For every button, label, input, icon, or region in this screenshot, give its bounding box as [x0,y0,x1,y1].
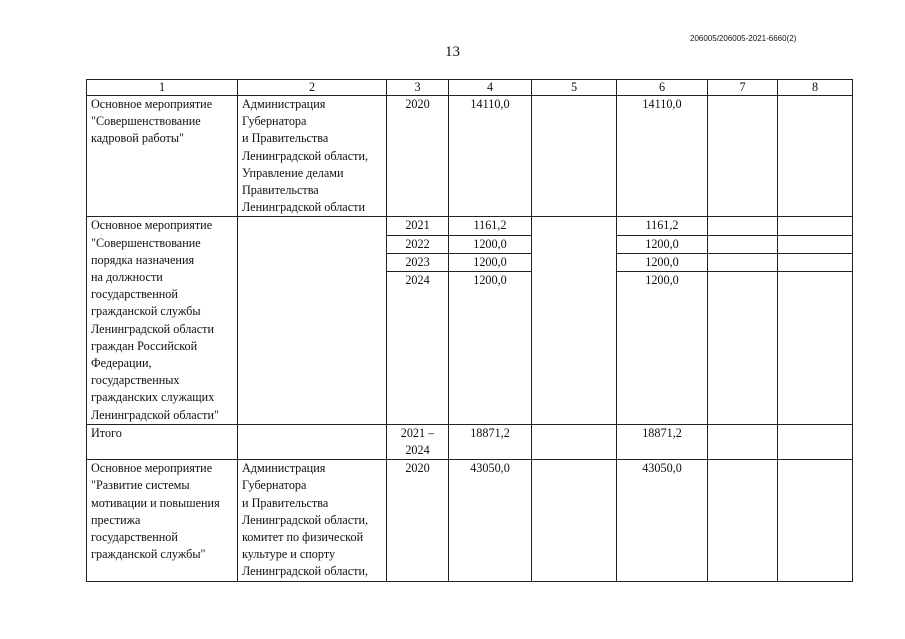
empty-cell [238,424,387,459]
empty-cell [532,217,617,424]
amount-cell: 1200,0 [449,235,532,253]
column-number: 2 [238,80,387,96]
amount-cell: 18871,2 [449,424,532,459]
amount-cell: 14110,0 [449,96,532,217]
column-number: 7 [708,80,778,96]
empty-cell [532,96,617,217]
empty-cell [708,217,778,235]
table-row [87,96,853,217]
amount-cell: 1200,0 [617,235,708,253]
page-number: 13 [445,44,460,60]
empty-cell [778,460,853,581]
empty-cell [708,96,778,217]
year-range-cell: 2021 – 2024 [387,424,449,459]
executor-cell [238,217,387,424]
column-number: 3 [387,80,449,96]
measure-cell: Основное мероприятие "Развитие системы мотивации и повышения престижа государственной гражданской службы" [87,460,238,581]
amount-cell: 43050,0 [617,460,708,581]
total-label: Итого [87,424,238,459]
empty-cell [778,272,853,425]
measure-cell: Основное мероприятие "Совершенствование порядка назначения на должности государственной гражданской службы Ленинградской области граждан Российской Федерации, государственных гражданских служащих Ленинградской области" [87,217,238,424]
year-cell: 2020 [387,460,449,581]
empty-cell [532,424,617,459]
year-cell: 2022 [387,235,449,253]
program-table [86,79,853,582]
table-row [87,460,853,581]
empty-cell [778,235,853,253]
year-cell: 2023 [387,253,449,271]
empty-cell [708,235,778,253]
amount-cell: 1200,0 [449,253,532,271]
empty-cell [778,424,853,459]
executor-cell: Администрация Губернатора и Правительства Ленинградской области, Управление делами Правительства Ленинградской области [238,96,387,217]
amount-cell: 1161,2 [449,217,532,235]
amount-cell: 1200,0 [449,272,532,425]
column-number: 4 [449,80,532,96]
total-row [87,424,853,459]
column-number: 8 [778,80,853,96]
year-cell: 2020 [387,96,449,217]
amount-cell: 14110,0 [617,96,708,217]
executor-cell: Администрация Губернатора и Правительства Ленинградской области, комитет по физической культуре и спорту Ленинградской области, [238,460,387,581]
column-number: 6 [617,80,708,96]
empty-cell [708,272,778,425]
amount-cell: 1200,0 [617,272,708,425]
year-cell: 2024 [387,272,449,425]
empty-cell [708,253,778,271]
empty-cell [532,460,617,581]
empty-cell [708,424,778,459]
amount-cell: 43050,0 [449,460,532,581]
empty-cell [778,217,853,235]
amount-cell: 1200,0 [617,253,708,271]
column-number-row [87,80,853,96]
empty-cell [778,253,853,271]
empty-cell [708,460,778,581]
empty-cell [778,96,853,217]
column-number: 5 [532,80,617,96]
amount-cell: 18871,2 [617,424,708,459]
year-cell: 2021 [387,217,449,235]
column-number: 1 [87,80,238,96]
document-id-stamp: 206005/206005-2021-6660(2) [690,34,797,43]
amount-cell: 1161,2 [617,217,708,235]
measure-cell: Основное мероприятие "Совершенствование кадровой работы" [87,96,238,217]
table-row [87,217,853,235]
